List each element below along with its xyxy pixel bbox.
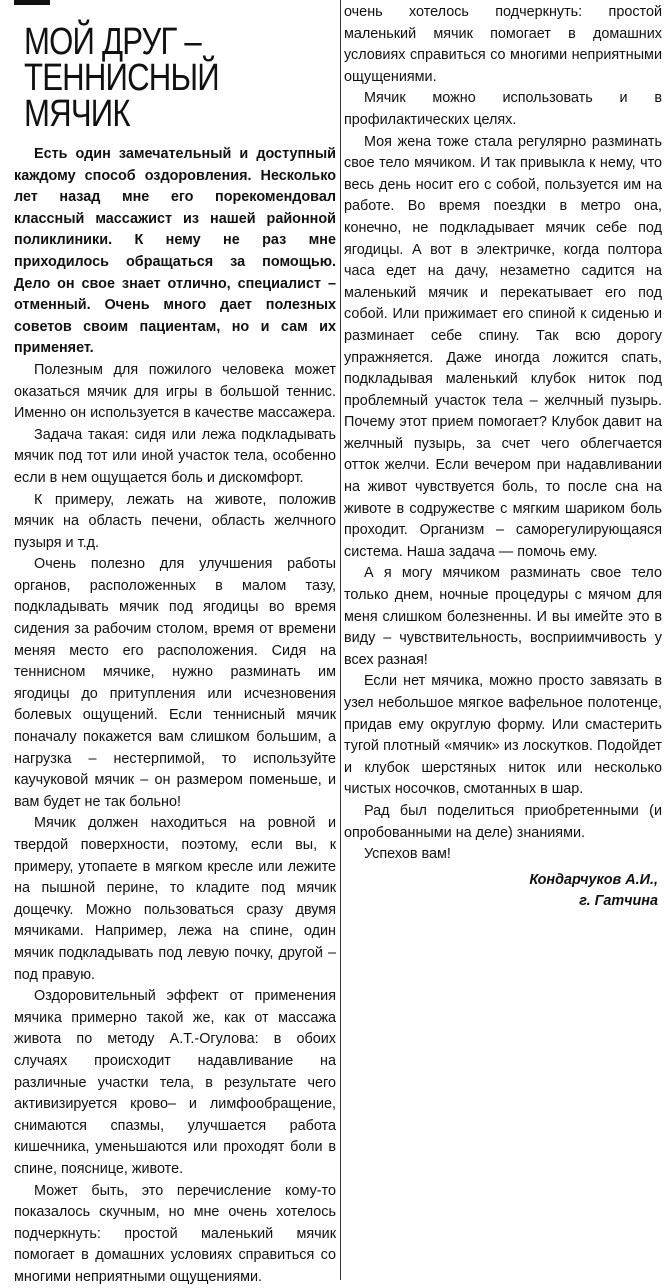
paragraph: Задача такая: сидя или лежа подкладывать мячик под тот или иной участок тела, особенно если в нем ощущается боль и дискомфорт. <box>14 426 336 486</box>
column-divider <box>340 0 341 1280</box>
paragraph: Мячик можно использовать и в профилактических целях. <box>344 90 662 128</box>
title-line: ТЕННИСНЫЙ <box>24 57 219 99</box>
paragraph: Оздоровительный эффект от применения мячика примерно такой же, как от массажа живота по методу А.Т.-Огулова: в обоих случаях происходит надавливание на различные участки тела, в результате чего активизируется крово– и лимфообращение, снимаются спазмы, улучшается работа кишечника, уменьшаются или проходят боли в спине, пояснице, животе. <box>14 988 336 1177</box>
title-line: МОЙ ДРУГ – <box>24 21 201 63</box>
author-name: Кондарчуков А.И., <box>529 871 658 888</box>
paragraph: Полезным для пожилого человека может оказаться мячик для игры в большой теннис. Именно он используется в качестве массажера. <box>14 361 336 422</box>
article-title <box>24 21 336 135</box>
paragraph: Мячик должен находиться на ровной и твердой поверхности, поэтому, если вы, к примеру, утопаете в мягком кресле или лежите на пышной перине, то кладите под мячик дощечку. Можно пользоваться сразу двумя мячиками. Например, лежа на спине, один мячик подкладывать под левую почку, другой – под правую. <box>14 815 336 983</box>
paragraph: Успехов вам! <box>364 846 451 863</box>
author-city: г. Гатчина <box>579 893 658 910</box>
paragraph: очень хотелось подчеркнуть: простой маленький мячик помогает в домашних условиях справиться со многими неприятными ощущениями. <box>344 4 662 85</box>
paragraph: Рад был поделиться приобретенными (и опробованными на деле) знаниями. <box>344 802 662 841</box>
paragraph: Очень полезно для улучшения работы органов, расположенных в малом тазу, подкладывать мячик под ягодицы во время сидения за рабочим столом, время от времени меняя место его расположения. Сидя на теннисном мячике, нужно разминать им ягодицы до притупления или исчезновения болевых ощущений. Если теннисный мячик поначалу покажется вам слишком большим, а нагрузка – нестерпимой, то используйте каучуковой мячик – он размером поменьше, и вам будет не так больно! <box>14 556 336 810</box>
left-column <box>14 0 336 1285</box>
paragraph: А я могу мячиком разминать свое тело только днем, ночные процедуры с мячом для меня слишком болезненны. И вы имейте это в виду – чувствительность, восприимчивость у всех разная! <box>344 565 662 668</box>
lead-paragraph: Есть один замечательный и доступный каждому способ оздоровления. Несколько лет назад мне его порекомендовал классный массажист из нашей районной поликлиники. К нему не раз мне приходилось обращаться за помощью. Дело он свое знает отлично, специалист – отменный. Очень много дает полезных советов своим пациентам, но и сам их применяет. <box>14 146 336 357</box>
right-column <box>344 2 662 913</box>
paragraph: Если нет мячика, можно просто завязать в узел небольшое мягкое вафельное полотенце, придав ему округлую форму. Или смастерить тугой плотный «мячик» из лоскутков. Подойдет и клубок шерстяных ниток или несколько чистых носочков, смотанных в шар. <box>344 673 662 798</box>
paragraph: К примеру, лежать на животе, положив мячик на область печени, область желчного пузыря и т.д. <box>14 491 336 551</box>
paragraph: Может быть, это перечисление кому-то показалось скучным, но мне очень хотелось подчеркнуть: простой маленький мячик помогает в домашних условиях справиться со многими неприятными ощущениями. <box>14 1182 336 1285</box>
title-line: МЯЧИК <box>24 93 130 135</box>
paragraph: Моя жена тоже стала регулярно разминать свое тело мячиком. И так привыкла к нему, что весь день носит его с собой, пользуется им на работе. Во время поездки в метро она, конечно, не подкладывает мячик себе под ягодицы. А вот в электричке, когда полтора часа едет на дачу, незаметно садится на маленький мячик и перекатывает его под собой. Или прижимает его спиной к сиденью и разминает себе спину. Так всю дорогу упражняется. Даже иногда ложится спать, подкладывая маленький клубок ниток под проблемный участок тела – желчный пузырь. Почему этот прием помогает? Клубок давит на желчный пузырь, за счет чего облегчается отток желчи. Если вечером при надавливании на живот чувствуется боль, то после сна на животе в содружестве с мягким шариком боль проходит. Организм – саморегулирующаяся система. Наша задача — помочь ему. <box>344 133 662 560</box>
